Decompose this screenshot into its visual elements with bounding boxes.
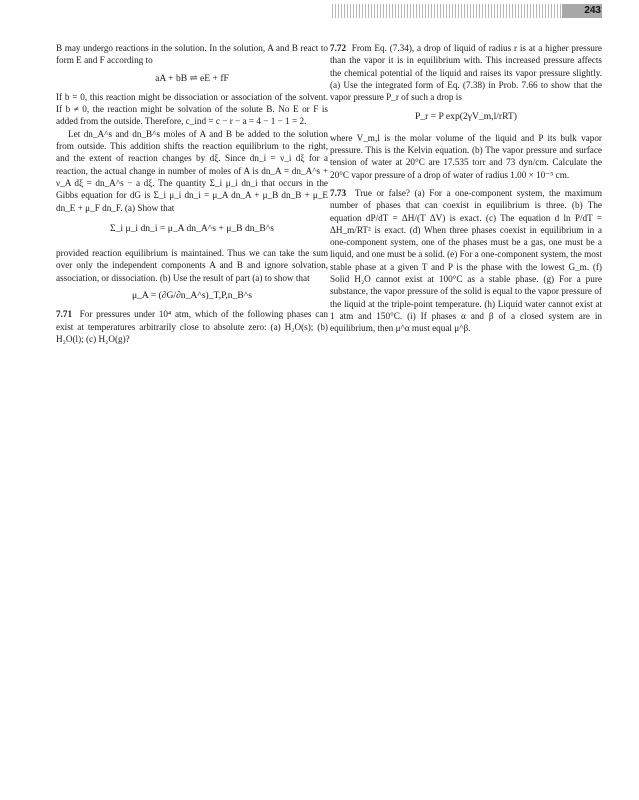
right-column — [330, 42, 602, 335]
kelvin-equation: P_r = P exp(2γV_m,l/rRT) — [415, 111, 517, 123]
paragraph-1: B may undergo reactions in the solution. In the solution, A and B react to form E and F according to — [56, 43, 328, 66]
problem-7-72 — [330, 42, 602, 103]
header-bar — [330, 4, 602, 18]
paragraph-2: If b = 0, this reaction might be dissociation or association of the solvent. If b ≠ 0, the reaction might be solvation of the solute B. No E or F is added from the outside. Therefore, c_ind = c − r − a = 4 − 1 − 1 = 2. — [56, 91, 328, 127]
problem-number: 7.72 — [330, 43, 347, 53]
problem-number: 7.71 — [56, 309, 73, 320]
left-column — [56, 42, 328, 345]
problem-text: True or false? (a) For a one-component system, the maximum number of phases that can coexist in equilibrium is three. (b) The equation dP/dT = ΔH/(T ΔV) is exact. (c) The equation d ln P/dT = ΔH_m/RT² is exact. (d) When three phases coexist in equilibrium in a one-component system, one of the phases must be a gas, one must be a liquid, and one must be a solid. (e) For a one-component system, the most stable phase at a given T and P is the phase with the lowest G_m. (f) Solid H₂O cannot exist at 100°C as a stable phase. (g) For a pure substance, the vapor pressure of the solid is equal to the vapor pressure of the liquid at the triple-point temperature. (h) Liquid water cannot exist at 1 atm and 150°C. (i) If phases α and β of a closed system are in equilibrium, then μ^α must equal μ^β. — [330, 187, 603, 334]
paragraph-3: Let dn_A^s and dn_B^s moles of A and B be added to the solution from outside. This addition shifts the reaction equilibrium to the right, and the extent of reaction changes by dξ. Since dn_i = ν_i dξ for a reaction, the actual change in number of moles of A is dn_A = dn_A^s + ν_A dξ = dn_A^s − a dξ. The quantity Σ_i μ_i dn_i that occurs in the Gibbs equation for dG is Σ_i μ_i dn_i = μ_A dn_A + μ_B dn_B + μ_E dn_E + μ_F dn_F. (a) Show that — [56, 128, 328, 213]
problem-text: From Eq. (7.34), a drop of liquid of radius r is at a higher pressure than the vapor it is in equilibrium with. This increased pressure affects the chemical potential of the liquid and raises its vapor pressure slightly. (a) Use the integrated form of Eq. (7.38) in Prob. 7.66 to show that the vapor pressure P_r of such a drop is — [330, 43, 602, 103]
problem-number: 7.73 — [330, 187, 347, 198]
reaction-equation: aA + bB ⇌ eE + fF — [155, 72, 229, 84]
problem-7-73 — [330, 187, 602, 335]
paragraph-4: provided reaction equilibrium is maintained. Thus we can take the sum over only the independent components A and B and ignore solvation, association, or dissociation. (b) Use the result of part (a) to show that — [56, 248, 328, 283]
page-number: 243 — [584, 5, 601, 16]
sum-equation: Σ_i μ_i dn_i = μ_A dn_A^s + μ_B dn_B^s — [110, 222, 274, 234]
problem-7-72-continued: where V_m,l is the molar volume of the liquid and P its bulk vapor pressure. This is the Kelvin equation. (b) The vapor pressure and surface tension of water at 20°C are 17.535 torr and 73 dyn/cm. Calculate the 20°C vapor pressure of a drop of water of radius 1.00 × 10⁻⁵ cm. — [330, 132, 602, 180]
problem-7-71 — [56, 308, 328, 345]
problem-text: For pressures under 10⁴ atm, which of the following phases can exist at temperatures arbitrarily close to absolute zero: (a) H₂O(s); (b) H₂O(l); (c) H₂O(g)? — [56, 309, 328, 344]
chemical-potential-equation: μ_A = (∂G/∂n_A^s)_T,P,n_B^s — [131, 290, 252, 302]
